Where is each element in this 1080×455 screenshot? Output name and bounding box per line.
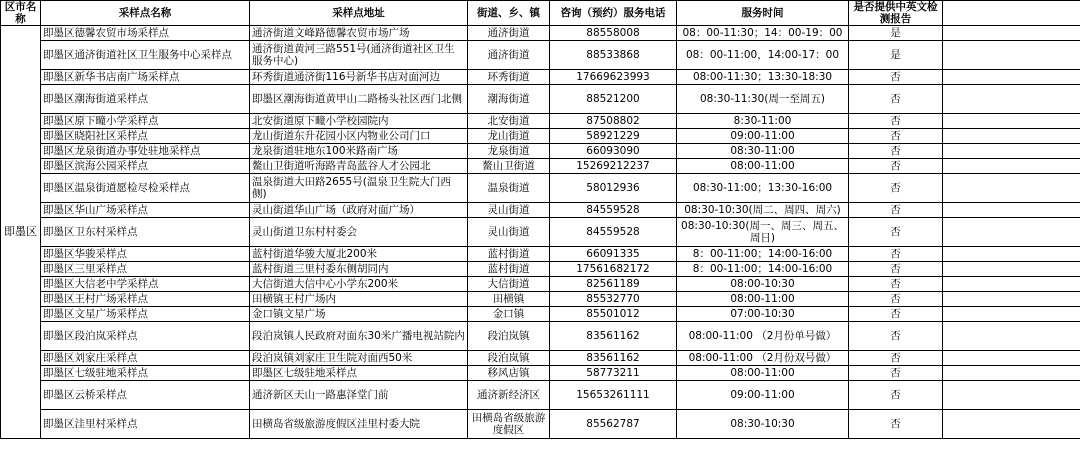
report-cell[interactable]: 否 (849, 159, 943, 174)
table-row (1, 262, 1080, 277)
street-cell[interactable]: 龙泉街道 (468, 144, 550, 159)
address-cell[interactable]: 段泊岚镇人民政府对面东30米广播电视站院内 (250, 322, 468, 351)
hours-cell[interactable]: 08:30-11:00；13:30-16:00 (677, 174, 849, 203)
table-body (1, 26, 1080, 439)
street-cell[interactable]: 蓝村街道 (468, 247, 550, 262)
street-cell[interactable]: 田横岛省级旅游度假区 (468, 410, 550, 439)
phone-cell[interactable]: 85562787 (550, 410, 677, 439)
hours-cell[interactable]: 08:00-11:00 （2月份单号做） (677, 322, 849, 351)
address-cell[interactable]: 即墨区潮海街道黄甲山二路杨头社区西门北侧 (250, 85, 468, 114)
report-cell[interactable]: 否 (849, 218, 943, 247)
address-cell[interactable]: 灵山街道华山广场（政府对面广场） (250, 203, 468, 218)
hours-cell[interactable]: 08:30-11:30(周一至周五) (677, 85, 849, 114)
address-cell[interactable]: 灵山街道卫东村村委会 (250, 218, 468, 247)
header-report[interactable]: 是否提供中英文检测报告 (849, 1, 943, 26)
report-cell[interactable]: 否 (849, 292, 943, 307)
street-cell[interactable]: 通济街道 (468, 26, 550, 41)
name-cell[interactable]: 即墨区华骏采样点 (41, 247, 250, 262)
empty-cell[interactable] (943, 26, 1080, 41)
empty-cell[interactable] (943, 85, 1080, 114)
empty-cell[interactable] (943, 41, 1080, 70)
name-cell[interactable]: 即墨区云桥采样点 (41, 381, 250, 410)
hours-cell[interactable]: 08:30-11:00 (677, 144, 849, 159)
report-cell[interactable]: 否 (849, 70, 943, 85)
empty-cell[interactable] (943, 70, 1080, 85)
phone-cell[interactable]: 58773211 (550, 366, 677, 381)
phone-cell[interactable]: 88558008 (550, 26, 677, 41)
table-row (1, 410, 1080, 439)
phone-cell[interactable]: 58921229 (550, 129, 677, 144)
phone-cell[interactable]: 84559528 (550, 218, 677, 247)
table-row (1, 129, 1080, 144)
table-row (1, 292, 1080, 307)
street-cell[interactable]: 潮海街道 (468, 85, 550, 114)
address-cell[interactable]: 通济新区天山一路惠泽堂门前 (250, 381, 468, 410)
empty-cell[interactable] (943, 307, 1080, 322)
hours-cell[interactable]: 08:00-11:00 （2月份双号做） (677, 351, 849, 366)
phone-cell[interactable]: 83561162 (550, 351, 677, 366)
phone-cell[interactable]: 88533868 (550, 41, 677, 70)
table-row (1, 351, 1080, 366)
hours-cell[interactable]: 8：00-11:00；14:00-16:00 (677, 247, 849, 262)
phone-cell[interactable]: 66091335 (550, 247, 677, 262)
hours-cell[interactable]: 8:30-11:00 (677, 114, 849, 129)
address-cell[interactable]: 温泉街道大田路2655号(温泉卫生院大门西侧) (250, 174, 468, 203)
name-cell[interactable]: 即墨区华山广场采样点 (41, 203, 250, 218)
empty-cell[interactable] (943, 129, 1080, 144)
empty-cell[interactable] (943, 144, 1080, 159)
header-street[interactable]: 街道、乡、镇 (468, 1, 550, 26)
address-cell[interactable]: 大信街道大信中心小学东200米 (250, 277, 468, 292)
table-row (1, 144, 1080, 159)
name-cell[interactable]: 即墨区潮海街道采样点 (41, 85, 250, 114)
address-cell[interactable]: 龙泉街道驻地东100米路南广场 (250, 144, 468, 159)
phone-cell[interactable]: 15653261111 (550, 381, 677, 410)
name-cell[interactable]: 即墨区王村广场采样点 (41, 292, 250, 307)
name-cell[interactable]: 即墨区洼里村采样点 (41, 410, 250, 439)
hours-cell[interactable]: 08:30-10:30(周二、周四、周六) (677, 203, 849, 218)
name-cell[interactable]: 即墨区晓阳社区采样点 (41, 129, 250, 144)
report-cell[interactable]: 否 (849, 129, 943, 144)
street-cell[interactable]: 温泉街道 (468, 174, 550, 203)
name-cell[interactable]: 即墨区通济街道社区卫生服务中心采样点 (41, 41, 250, 70)
region-cell[interactable]: 即墨区 (1, 26, 41, 439)
report-cell[interactable]: 否 (849, 410, 943, 439)
empty-cell[interactable] (943, 292, 1080, 307)
table-row (1, 114, 1080, 129)
name-cell[interactable]: 即墨区刘家庄采样点 (41, 351, 250, 366)
name-cell[interactable]: 即墨区温泉街道愿检尽检采样点 (41, 174, 250, 203)
address-cell[interactable]: 环秀街道通济街116号新华书店对面河边 (250, 70, 468, 85)
report-cell[interactable]: 否 (849, 114, 943, 129)
report-cell[interactable]: 是 (849, 41, 943, 70)
address-cell[interactable]: 即墨区七级驻地采样点 (250, 366, 468, 381)
hours-cell[interactable]: 8：00-11:00；14:00-16:00 (677, 262, 849, 277)
report-cell[interactable]: 是 (849, 26, 943, 41)
empty-cell[interactable] (943, 277, 1080, 292)
report-cell[interactable]: 否 (849, 247, 943, 262)
header-empty[interactable] (943, 1, 1080, 26)
table-row (1, 381, 1080, 410)
address-cell[interactable]: 金口镇文星广场 (250, 307, 468, 322)
street-cell[interactable]: 鳌山卫街道 (468, 159, 550, 174)
street-cell[interactable]: 段泊岚镇 (468, 322, 550, 351)
name-cell[interactable]: 即墨区三里采样点 (41, 262, 250, 277)
table-row (1, 26, 1080, 41)
hours-cell[interactable]: 08:00-11:00 (677, 159, 849, 174)
hours-cell[interactable]: 09:00-11:00 (677, 129, 849, 144)
empty-cell[interactable] (943, 114, 1080, 129)
hours-cell[interactable]: 08:30-10:30(周一、周三、周五、周日) (677, 218, 849, 247)
name-cell[interactable]: 即墨区德馨农贸市场采样点 (41, 26, 250, 41)
phone-cell[interactable]: 66093090 (550, 144, 677, 159)
address-cell[interactable]: 田横镇王村广场内 (250, 292, 468, 307)
street-cell[interactable]: 段泊岚镇 (468, 351, 550, 366)
header-name[interactable]: 采样点名称 (41, 1, 250, 26)
name-cell[interactable]: 即墨区滨海公园采样点 (41, 159, 250, 174)
address-cell[interactable]: 通济街道黄河三路551号(通济街道社区卫生服务中心) (250, 41, 468, 70)
table-row (1, 247, 1080, 262)
phone-cell[interactable]: 82561189 (550, 277, 677, 292)
table-row (1, 85, 1080, 114)
empty-cell[interactable] (943, 381, 1080, 410)
address-cell[interactable]: 龙山街道东升花园小区内物业公司门口 (250, 129, 468, 144)
empty-cell[interactable] (943, 203, 1080, 218)
hours-cell[interactable]: 08:00-11:00 (677, 292, 849, 307)
report-cell[interactable]: 否 (849, 174, 943, 203)
street-cell[interactable]: 田横镇 (468, 292, 550, 307)
empty-cell[interactable] (943, 247, 1080, 262)
table-row (1, 307, 1080, 322)
report-cell[interactable]: 否 (849, 381, 943, 410)
empty-cell[interactable] (943, 174, 1080, 203)
street-cell[interactable]: 移风店镇 (468, 366, 550, 381)
report-cell[interactable]: 否 (849, 351, 943, 366)
street-cell[interactable]: 灵山街道 (468, 218, 550, 247)
empty-cell[interactable] (943, 351, 1080, 366)
table-row (1, 174, 1080, 203)
street-cell[interactable]: 北安街道 (468, 114, 550, 129)
report-cell[interactable]: 否 (849, 277, 943, 292)
header-region[interactable]: 区市名称 (1, 1, 41, 26)
hours-cell[interactable]: 08：00-11:30；14：00-19：00 (677, 26, 849, 41)
name-cell[interactable]: 即墨区原下疃小学采样点 (41, 114, 250, 129)
empty-cell[interactable] (943, 366, 1080, 381)
header-row (1, 1, 1080, 26)
hours-cell[interactable]: 07:00-10:30 (677, 307, 849, 322)
table-row (1, 41, 1080, 70)
name-cell[interactable]: 即墨区文星广场采样点 (41, 307, 250, 322)
name-cell[interactable]: 即墨区卫东村采样点 (41, 218, 250, 247)
name-cell[interactable]: 即墨区段泊岚采样点 (41, 322, 250, 351)
street-cell[interactable]: 灵山街道 (468, 203, 550, 218)
report-cell[interactable]: 否 (849, 203, 943, 218)
hours-cell[interactable]: 08:00-11:00 (677, 366, 849, 381)
street-cell[interactable]: 龙山街道 (468, 129, 550, 144)
empty-cell[interactable] (943, 218, 1080, 247)
report-cell[interactable]: 否 (849, 307, 943, 322)
phone-cell[interactable]: 85532770 (550, 292, 677, 307)
empty-cell[interactable] (943, 262, 1080, 277)
phone-cell[interactable]: 87508802 (550, 114, 677, 129)
hours-cell[interactable]: 08:00-10:30 (677, 277, 849, 292)
address-cell[interactable]: 段泊岚镇刘家庄卫生院对面西50米 (250, 351, 468, 366)
hours-cell[interactable]: 08：00-11:00，14:00-17：00 (677, 41, 849, 70)
table-row (1, 203, 1080, 218)
hours-cell[interactable]: 09:00-11:00 (677, 381, 849, 410)
street-cell[interactable]: 通济新经济区 (468, 381, 550, 410)
report-cell[interactable]: 否 (849, 85, 943, 114)
report-cell[interactable]: 否 (849, 144, 943, 159)
address-cell[interactable]: 鳌山卫街道听海路青岛蓝谷人才公园北 (250, 159, 468, 174)
table-row (1, 277, 1080, 292)
street-cell[interactable]: 大信街道 (468, 277, 550, 292)
phone-cell[interactable]: 88521200 (550, 85, 677, 114)
phone-cell[interactable]: 15269212237 (550, 159, 677, 174)
street-cell[interactable]: 金口镇 (468, 307, 550, 322)
report-cell[interactable]: 否 (849, 366, 943, 381)
table-row (1, 218, 1080, 247)
street-cell[interactable]: 通济街道 (468, 41, 550, 70)
table-row (1, 366, 1080, 381)
hours-cell[interactable]: 08:00-11:30；13:30-18:30 (677, 70, 849, 85)
name-cell[interactable]: 即墨区新华书店南广场采样点 (41, 70, 250, 85)
empty-cell[interactable] (943, 322, 1080, 351)
street-cell[interactable]: 环秀街道 (468, 70, 550, 85)
name-cell[interactable]: 即墨区龙泉街道办事处驻地采样点 (41, 144, 250, 159)
table-row (1, 70, 1080, 85)
name-cell[interactable]: 即墨区大信老中学采样点 (41, 277, 250, 292)
phone-cell[interactable]: 58012936 (550, 174, 677, 203)
address-cell[interactable]: 蓝村街道三里村委东侧胡同内 (250, 262, 468, 277)
address-cell[interactable]: 田横岛省级旅游度假区洼里村委大院 (250, 410, 468, 439)
table-row (1, 322, 1080, 351)
address-cell[interactable]: 通济街道文峰路德馨农贸市场广场 (250, 26, 468, 41)
header-hours[interactable]: 服务时间 (677, 1, 849, 26)
address-cell[interactable]: 蓝村街道华骏大厦北200米 (250, 247, 468, 262)
header-address[interactable]: 采样点地址 (250, 1, 468, 26)
name-cell[interactable]: 即墨区七级驻地采样点 (41, 366, 250, 381)
hours-cell[interactable]: 08:30-10:30 (677, 410, 849, 439)
phone-cell[interactable]: 17669623993 (550, 70, 677, 85)
empty-cell[interactable] (943, 159, 1080, 174)
street-cell[interactable]: 蓝村街道 (468, 262, 550, 277)
phone-cell[interactable]: 85501012 (550, 307, 677, 322)
table-row (1, 159, 1080, 174)
report-cell[interactable]: 否 (849, 322, 943, 351)
address-cell[interactable]: 北安街道原下疃小学校园院内 (250, 114, 468, 129)
phone-cell[interactable]: 84559528 (550, 203, 677, 218)
phone-cell[interactable]: 17561682172 (550, 262, 677, 277)
report-cell[interactable]: 否 (849, 262, 943, 277)
header-phone[interactable]: 咨询（预约）服务电话 (550, 1, 677, 26)
phone-cell[interactable]: 83561162 (550, 322, 677, 351)
empty-cell[interactable] (943, 410, 1080, 439)
